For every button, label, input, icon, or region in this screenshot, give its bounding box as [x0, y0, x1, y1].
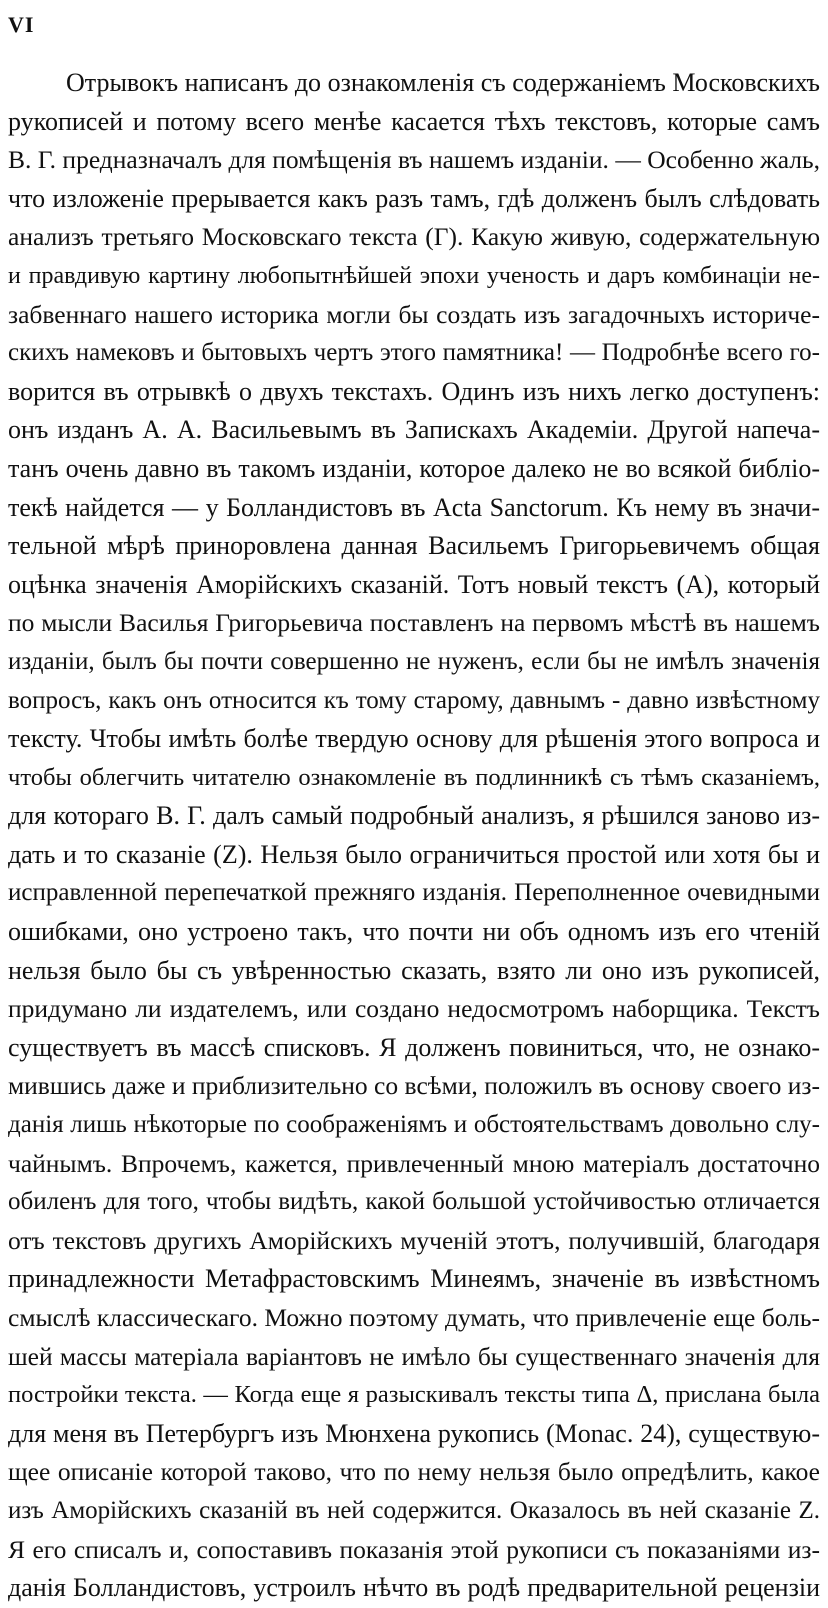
- text-line: по мысли Василья Григорьевича поставленъ на первомъ мѣстѣ въ нашемъ: [8, 608, 820, 638]
- text-line: оцѣнка значенія Аморійскихъ сказаній. Тотъ новый текстъ (А), который: [8, 569, 820, 599]
- text-line: чтобы облегчить читателю ознакомленіе въ подлинникѣ съ тѣмъ сказаніемъ,: [8, 763, 820, 791]
- text-line: Я его списалъ и, сопоставивъ показанія этой рукописи съ показаніями из-: [8, 1534, 820, 1564]
- text-line: шей массы матеріала варіантовъ не имѣло бы существеннаго значенія для: [8, 1341, 820, 1371]
- text-line: изданіи, былъ бы почти совершенно не нуженъ, если бы не имѣлъ значенія: [8, 647, 820, 675]
- text-line: постройки текста. — Когда еще я разыскивалъ тексты типа Δ, прислана была: [8, 1381, 820, 1409]
- text-line: данія лишь нѣкоторые по соображеніямъ и обстоятельствамъ довольно слу-: [8, 1111, 820, 1139]
- text-line: В. Г. предназначалъ для помѣщенія въ нашемъ изданіи. — Особенно жаль,: [8, 145, 820, 175]
- text-line: что изложеніе прерывается какъ разъ тамъ, гдѣ долженъ былъ слѣдовать: [8, 183, 820, 213]
- text-line: принадлежности Метафрастовскимъ Минеямъ, значеніе въ извѣстномъ: [8, 1264, 820, 1294]
- text-line: ворится въ отрывкѣ о двухъ текстахъ. Одинъ изъ нихъ легко доступенъ:: [8, 376, 820, 406]
- text-line: тельной мѣрѣ приноровлена данная Васильемъ Григорьевичемъ общая: [8, 531, 820, 561]
- text-line: для меня въ Петербургъ изъ Мюнхена рукопись (Monac. 24), существую-: [8, 1418, 820, 1448]
- text-line: рукописей и потому всего менѣе касается тѣхъ текстовъ, которые самъ: [8, 106, 820, 136]
- text-line: Отрывокъ написанъ до ознакомленія съ содержаніемъ Московскихъ: [66, 68, 820, 97]
- text-line: забвеннаго нашего историка могли бы создать изъ загадочныхъ историче-: [8, 299, 820, 329]
- text-line: и правдивую картину любопытнѣйшей эпохи ученость и даръ комбинаціи не-: [8, 262, 820, 289]
- text-line: чайнымъ. Впрочемъ, кажется, привлеченный мною матеріалъ достаточно: [8, 1148, 820, 1178]
- text-line: существуетъ въ массѣ списковъ. Я долженъ повиниться, что, не ознако-: [8, 1032, 820, 1062]
- text-line: мившись даже и приблизительно со всѣми, положилъ въ основу своего из-: [8, 1071, 820, 1101]
- text-line: скихъ намековъ и бытовыхъ чертъ этого памятника! — Подробнѣе всего го-: [8, 339, 820, 367]
- text-line: тексту. Чтобы имѣть болѣе твердую основу для рѣшенія этого вопроса и: [8, 724, 820, 754]
- text-line: танъ очень давно въ такомъ изданіи, которое далеко не во всякой библіо-: [8, 453, 820, 483]
- text-line: дать и то сказаніе (Z). Нельзя было ограничиться простой или хотя бы и: [8, 839, 820, 869]
- text-line: изъ Аморійскихъ сказаній въ ней содержится. Оказалось въ ней сказаніе Z.: [8, 1496, 820, 1524]
- text-line: текѣ найдется — у Болландистовъ въ Acta Sanctorum. Къ нему въ значи-: [8, 492, 820, 522]
- text-line: смыслѣ классическаго. Можно поэтому думать, что привлеченіе еще боль-: [8, 1303, 820, 1332]
- text-line: ошибками, оно устроено такъ, что почти ни объ одномъ изъ его чтеній: [8, 917, 820, 947]
- text-line: щее описаніе которой таково, что по нему нельзя было опредѣлить, какое: [8, 1457, 820, 1487]
- text-line: нельзя было бы съ увѣренностью сказать, взято ли оно изъ рукописей,: [8, 955, 820, 985]
- body-text: [8, 64, 820, 1608]
- text-line: обиленъ для того, чтобы видѣть, какой большой устойчивостью отличается: [8, 1188, 820, 1216]
- text-line: исправленной перепечаткой прежняго изданія. Переполненное очевидными: [8, 879, 820, 907]
- text-line: онъ изданъ А. А. Васильевымъ въ Запискахъ Академіи. Другой напеча-: [8, 415, 820, 445]
- text-line: отъ текстовъ другихъ Аморійскихъ мученій этотъ, получившій, благодаря: [8, 1225, 820, 1255]
- text-line: придумано ли издателемъ, или создано недосмотромъ наборщика. Текстъ: [8, 994, 820, 1024]
- text-line: вопросъ, какъ онъ относится къ тому старому, давнымъ - давно извѣстному: [8, 686, 820, 714]
- text-line: для котораго В. Г. далъ самый подробный анализъ, я рѣшился заново из-: [8, 801, 820, 831]
- page-number: VI: [8, 12, 35, 37]
- text-line: данія Болландистовъ, устроилъ нѣчто въ родѣ предварительной рецензіи: [8, 1573, 820, 1603]
- text-line: анализъ третьяго Московскаго текста (Г). Какую живую, содержательную: [8, 222, 820, 252]
